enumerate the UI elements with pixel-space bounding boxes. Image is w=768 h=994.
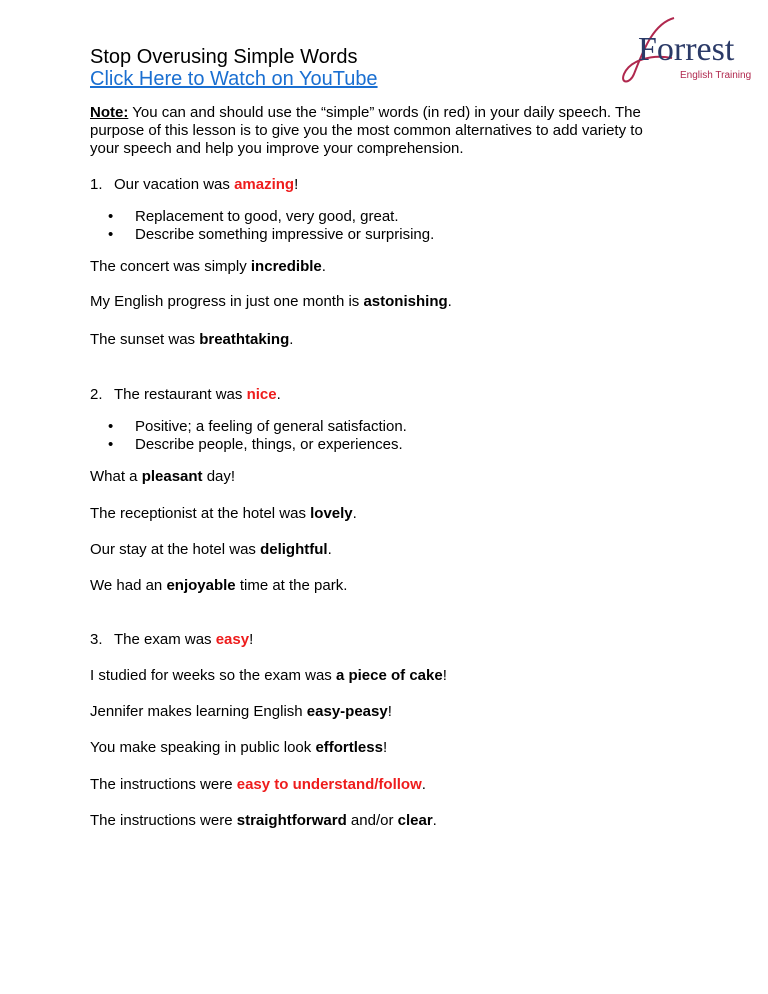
example-sentence [90, 739, 387, 757]
note-line [90, 104, 641, 122]
text-segment: . [352, 505, 357, 522]
numbered-item [90, 176, 299, 194]
youtube-link[interactable]: Click Here to Watch on YouTube [90, 68, 378, 90]
text-segment: What a [90, 468, 142, 485]
emphasis-word: clear [397, 812, 433, 829]
emphasis-word: delightful [260, 541, 328, 558]
example-sentence [90, 812, 437, 830]
item-number: 3. [90, 631, 103, 648]
text-segment: The concert was simply [90, 258, 251, 275]
emphasis-word: a piece of cake [335, 667, 443, 684]
bullet-item [108, 226, 435, 244]
text-segment: Replacement to good, very good, great. [135, 208, 399, 225]
text-segment: . [432, 812, 437, 829]
text-segment: The sunset was [90, 331, 200, 348]
example-sentence [90, 703, 392, 721]
item-number: 2. [90, 386, 103, 403]
text-segment: Positive; a feeling of general satisfaction. [135, 418, 407, 435]
text-segment: The receptionist at the hotel was [90, 505, 311, 522]
text-segment: ! [387, 703, 392, 720]
emphasis-word: effortless [315, 739, 383, 756]
example-sentence [90, 331, 293, 349]
note-line [90, 140, 464, 158]
text-segment: Describe something impressive or surprising. [135, 226, 435, 243]
text-segment: and/or [346, 812, 398, 829]
text-segment: You can and should use the “simple” words (in red) in your daily speech. The [128, 104, 641, 121]
emphasis-word: pleasant [141, 468, 203, 485]
text-segment: We had an [90, 577, 167, 594]
simple-word: easy to understand/follow [236, 776, 422, 793]
text-segment: . [276, 386, 281, 403]
text-segment: . [321, 258, 326, 275]
example-sentence [90, 577, 347, 595]
emphasis-word: breathtaking [199, 331, 290, 348]
text-segment: your speech and help you improve your comprehension. [90, 140, 464, 157]
page-title: Stop Overusing Simple Words [90, 46, 358, 68]
text-segment: ! [294, 176, 299, 193]
emphasis-word: easy-peasy [306, 703, 388, 720]
example-sentence [90, 468, 235, 486]
example-sentence [90, 258, 326, 276]
emphasis-word: Note: [90, 104, 129, 121]
text-segment: The exam was [114, 631, 216, 648]
bullet-item [108, 436, 403, 454]
simple-word: easy [215, 631, 250, 648]
numbered-item [90, 631, 254, 649]
emphasis-word: enjoyable [166, 577, 236, 594]
bullet-item [108, 418, 407, 436]
text-segment: Our stay at the hotel was [90, 541, 261, 558]
text-segment: The restaurant was [114, 386, 247, 403]
simple-word: nice [246, 386, 277, 403]
text-segment: . [289, 331, 294, 348]
bullet-icon: • [108, 208, 114, 225]
example-sentence [90, 293, 452, 311]
svg-text:Forrest: Forrest [638, 31, 735, 68]
item-number: 1. [90, 176, 103, 193]
example-sentence [90, 505, 357, 523]
text-segment: Our vacation was [114, 176, 235, 193]
svg-text:English Training: English Training [680, 70, 752, 81]
emphasis-word: straightforward [236, 812, 347, 829]
bullet-icon: • [108, 226, 114, 243]
emphasis-word: incredible [250, 258, 322, 275]
text-segment: I studied for weeks so the exam was [90, 667, 336, 684]
text-segment: The instructions were [90, 776, 237, 793]
numbered-item [90, 386, 281, 404]
forrest-logo [612, 14, 762, 86]
text-segment: My English progress in just one month is [90, 293, 364, 310]
text-segment: . [327, 541, 332, 558]
text-segment: day! [202, 468, 236, 485]
emphasis-word: lovely [310, 505, 353, 522]
bullet-icon: • [108, 436, 114, 453]
note-line [90, 122, 643, 140]
bullet-item [108, 208, 399, 226]
text-segment: You make speaking in public look [90, 739, 316, 756]
example-sentence [90, 667, 447, 685]
text-segment: ! [382, 739, 388, 756]
text-segment: The instructions were [90, 812, 237, 829]
example-sentence [90, 776, 426, 794]
text-segment: Jennifer makes learning English [90, 703, 307, 720]
simple-word: amazing [234, 176, 295, 193]
text-segment: purpose of this lesson is to give you the most common alternatives to add variety to [90, 122, 643, 139]
bullet-icon: • [108, 418, 114, 435]
text-segment: . [421, 776, 426, 793]
emphasis-word: astonishing [363, 293, 448, 310]
text-segment: time at the park. [235, 577, 348, 594]
text-segment: ! [249, 631, 254, 648]
text-segment: ! [442, 667, 447, 684]
example-sentence [90, 541, 332, 559]
text-segment: Describe people, things, or experiences. [135, 436, 403, 453]
text-segment: . [447, 293, 452, 310]
